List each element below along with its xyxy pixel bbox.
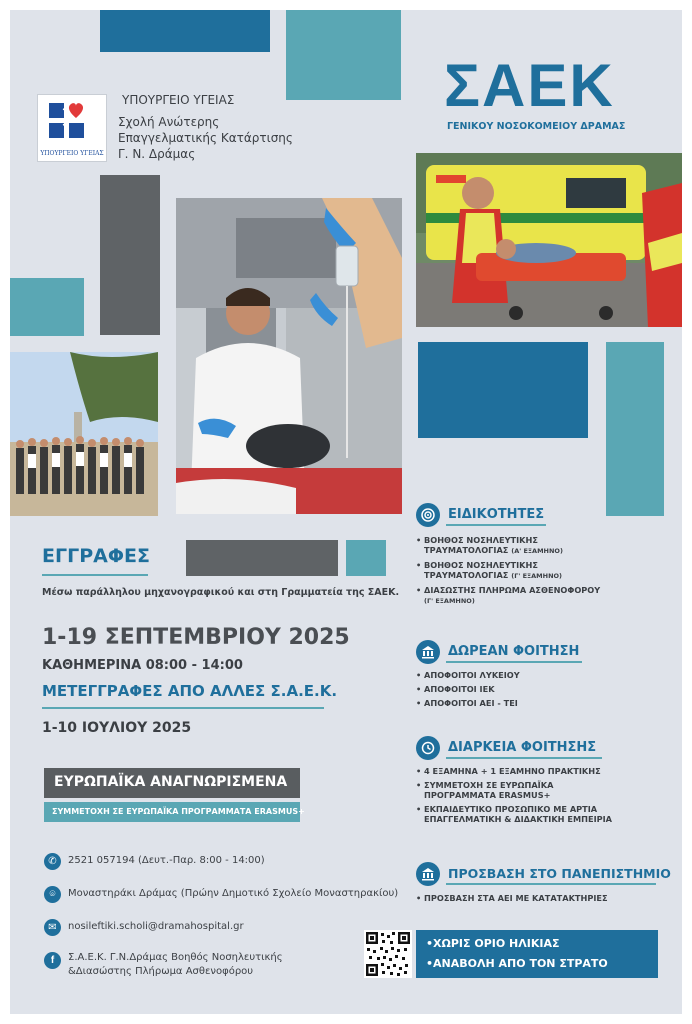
university-icon [416,862,440,886]
deco-block-left-grey [100,175,160,335]
photo-student-group [10,352,158,516]
university-list [416,893,676,907]
specialty-item: • ΔΙΑΣΩΣΤΗΣ ΠΛΗΡΩΜΑ ΑΣΘΕΝΟΦΟΡΟΥ (Γ' ΕΞΑΜΗΝΟ) [416,585,676,606]
transfers-heading: ΜΕΤΕΓΓΡΑΦΕΣ ΑΠΟ ΑΛΛΕΣ Σ.Α.Ε.Κ. [42,682,338,700]
erasmus-subtitle: ΣΥΜΜΕΤΟΧΗ ΣΕ ΕΥΡΩΠΑΪΚΑ ΠΡΟΓΡΑΜΜΑΤΑ ERASMUS+ [52,807,305,816]
ministry-logo [37,94,107,162]
deco-block-left-teal [10,278,84,336]
duration-item: • ΕΚΠΑΙΔΕΥΤΙΚΟ ΠΡΟΣΩΠΙΚΟ ΜΕ ΑΡΤΙΑ ΕΠΑΓΓΕΛΜΑΤΙΚΗ & ΔΙΔΑΚΤΙΚΗ ΕΜΠΕΙΡΙΑ [416,804,676,824]
target-icon [416,503,440,527]
poster [10,10,682,1014]
contact-facebook-line2[interactable]: &Διασώστης Πλήρωμα Ασθενοφόρου [68,966,254,977]
specialties-list [416,535,676,610]
clock-icon [416,736,440,760]
location-pin-icon: ⌾ [44,886,61,903]
duration-list [416,766,676,828]
specialties-heading: ΕΙΔΙΚΟΤΗΤΕΣ [448,507,545,522]
specialties-underline [446,524,546,526]
email-icon: ✉ [44,919,61,936]
photo-ambulance-stretcher [416,153,682,327]
facebook-icon: f [44,952,61,969]
university-heading: ΠΡΟΣΒΑΣΗ ΣΤΟ ΠΑΝΕΠΙΣΤΗΜΙΟ [448,866,671,881]
phone-icon: ✆ [44,853,61,870]
school-name-line1: Σχολή Ανώτερης [118,115,220,129]
brand-title: ΣΑΕΚ [444,52,615,119]
qr-code[interactable] [364,930,412,978]
university-underline [446,883,656,885]
erasmus-banner [44,802,305,822]
free-tuition-item: • ΑΠΟΦΟΙΤΟΙ ΛΥΚΕΙΟΥ [416,670,676,680]
photo-ambulance-interior [176,198,402,514]
contact-address: Μοναστηράκι Δράμας (Πρώην Δημοτικό Σχολείο Μοναστηρακίου) [68,888,399,899]
registration-hours: ΚΑΘΗΜΕΡΙΝΑ 08:00 - 14:00 [42,658,243,673]
deco-block-right-teal [606,342,664,516]
benefit-military-deferral: •ΑΝΑΒΟΛΗ ΑΠΟ ΤΟΝ ΣΤΡΑΤΟ [426,957,608,970]
duration-item: • ΣΥΜΜΕΤΟΧΗ ΣΕ ΕΥΡΩΠΑΪΚΑ ΠΡΟΓΡΑΜΜΑΤΑ ERASMUS+ [416,780,676,800]
bank-icon [416,640,440,664]
deco-block-reg-grey [186,540,338,576]
brand-subtitle: ΓΕΝΙΚΟΥ ΝΟΣΟΚΟΜΕΙΟΥ ΔΡΑΜΑΣ [447,121,626,132]
benefit-no-age-limit: •ΧΩΡΙΣ ΟΡΙΟ ΗΛΙΚΙΑΣ [426,937,560,950]
transfer-dates: 1-10 ΙΟΥΛΙΟΥ 2025 [42,720,192,736]
free-tuition-list [416,670,676,712]
duration-underline [446,757,602,759]
deco-block-top-dark [100,10,270,52]
contact-phone[interactable]: 2521 057194 (Δευτ.-Παρ. 8:00 - 14:00) [68,855,265,866]
logo-caption: ΥΠΟΥΡΓΕΙΟ ΥΓΕΙΑΣ [40,150,104,157]
duration-item: • 4 ΕΞΑΜΗΝΑ + 1 ΕΞΑΜΗΝΟ ΠΡΑΚΤΙΚΗΣ [416,766,676,776]
european-banner [44,768,300,798]
school-name-line3: Γ. Ν. Δράμας [118,147,196,161]
specialty-item: • ΒΟΗΘΟΣ ΝΟΣΗΛΕΥΤΙΚΗΣ ΤΡΑΥΜΑΤΟΛΟΓΙΑΣ (Γ' ΕΞΑΜΗΝΟ) [416,560,676,581]
contact-email[interactable]: nosileftiki.scholi@dramahospital.gr [68,921,244,932]
ministry-name: ΥΠΟΥΡΓΕΙΟ ΥΓΕΙΑΣ [122,93,235,107]
specialty-item: • ΒΟΗΘΟΣ ΝΟΣΗΛΕΥΤΙΚΗΣ ΤΡΑΥΜΑΤΟΛΟΓΙΑΣ (Α' ΕΞΑΜΗΝΟ) [416,535,676,556]
deco-block-right-dark [418,342,588,438]
free-tuition-item: • ΑΠΟΦΟΙΤΟΙ ΑΕΙ - ΤΕΙ [416,698,676,708]
registration-heading-underline [42,574,148,576]
deco-block-reg-teal [346,540,386,576]
registration-dates: 1-19 ΣΕΠΤΕΜΒΡΙΟΥ 2025 [42,625,350,650]
transfers-underline [42,707,324,709]
contact-facebook-line1[interactable]: Σ.Α.Ε.Κ. Γ.Ν.Δράμας Βοηθός Νοσηλευτικής [68,952,283,963]
duration-heading: ΔΙΑΡΚΕΙΑ ΦΟΙΤΗΣΗΣ [448,740,597,755]
free-tuition-underline [446,661,582,663]
university-item: • ΠΡΟΣΒΑΣΗ ΣΤΑ ΑΕΙ ΜΕ ΚΑΤΑΤΑΚΤΗΡΙΕΣ [416,893,676,903]
deco-block-top-teal [286,10,401,100]
school-name-line2: Επαγγελματικής Κατάρτισης [118,131,293,145]
registration-heading: ΕΓΓΡΑΦΕΣ [42,545,150,567]
ministry-cross-heart-icon [47,101,99,141]
benefits-box [416,930,658,978]
free-tuition-heading: ΔΩΡΕΑΝ ΦΟΙΤΗΣΗ [448,644,580,659]
european-title: ΕΥΡΩΠΑΪΚΑ ΑΝΑΓΝΩΡΙΣΜΕΝΑ [54,774,288,790]
registration-method: Μέσω παράλληλου μηχανογραφικού και στη Γραμματεία της ΣΑΕΚ. [42,587,400,598]
free-tuition-item: • ΑΠΟΦΟΙΤΟΙ ΙΕΚ [416,684,676,694]
